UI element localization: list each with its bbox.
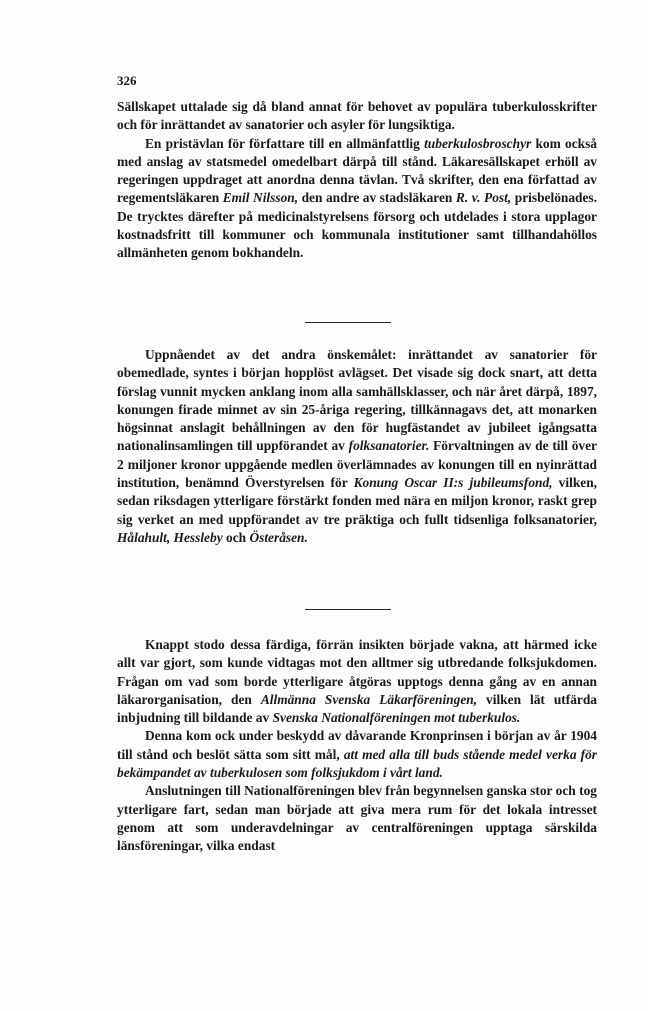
emphasis-name: R. v. Post, <box>455 190 512 206</box>
paragraph <box>117 135 597 263</box>
page-number: 326 <box>117 73 137 88</box>
paragraph <box>117 727 597 782</box>
paragraph <box>117 636 597 727</box>
text-run: den andre av stadsläkaren <box>298 190 456 206</box>
paragraph: Anslutningen till Nationalföreningen blev från begynnelsen ganska stor och tog ytterligare fart, sedan man började att giva mera rum för det lokala intresset genom att som underavdelningar av centralföreningen upptaga särskilda länsföreningar, vilka endast <box>117 783 597 854</box>
text-run: Uppnåendet av det andra önskemålet: inrättandet av sanatorier för obemedlade, syntes i början hopplöst avlägset. Det visade sig dock snart, att detta förslag vunnit mycken anklang inom alla samhällsklasser, och när året därpå, 1897, konungen firade minnet av sin 25-åriga regering, tillkännagavs det, att monarken högsinnat anslagit behållningen av den för hugfästandet av jubileet igångsatta nationalinsamlingen till uppförandet av <box>117 347 597 454</box>
emphasis: tuberkulosbroschyr <box>424 135 532 151</box>
text-run: Denna kom ock under beskydd av dåvarande Kronprinsen i början av år 1904 till stånd och beslöt sätta som sitt mål, <box>117 728 597 762</box>
text-run: och <box>222 529 250 545</box>
paragraph: Sällskapet uttalade sig då bland annat för behovet av populära tuberkulosskrifter och för inrättandet av sanatorier och asyler för lungsiktiga. <box>117 99 597 133</box>
text-run: prisbelönades. De trycktes därefter på medicinalstyrelsens försorg och utdelades i stora upplagor kostnadsfritt till kommuner och kommunala institutioner samt tillhandahöllos allmänheten genom bokhandeln. <box>117 190 597 261</box>
emphasis: Konung Oscar II:s jubileumsfond, <box>353 475 553 491</box>
emphasis-place: Österåsen. <box>249 529 308 545</box>
paragraph <box>117 346 597 547</box>
emphasis-place: Hålahult, Hessleby <box>117 529 223 545</box>
emphasis: folksanatorier. <box>348 438 430 454</box>
emphasis-name: Emil Nilsson, <box>222 190 299 206</box>
text-run: kom också med anslag av statsmedel omedelbart därpå till stånd. Läkaresällskapet erhöll av regeringen uppdraget att anordna denna tävlan. Två skrifter, den ena författad av regementsläkaren <box>117 135 597 206</box>
text-run: Knappt stodo dessa färdiga, förrän insikten började vakna, att härmed icke allt var gjort, som kunde vidtagas mot den alltmer sig utbredande folksjukdomen. Frågan om vad som borde ytterligare åtgöras upptogs denna gång av en annan läkarorganisation, den <box>117 637 597 707</box>
emphasis-organization: Svenska Nationalföreningen mot tuberkulos. <box>272 710 521 726</box>
text-run: vilken lät utfärda inbjudning till bildande av <box>117 691 597 726</box>
section-divider <box>305 322 391 323</box>
emphasis-organization: Allmänna Svenska Läkarföreningen, <box>260 691 478 707</box>
text-run: Förvaltningen av de till över 2 miljoner kronor uppgående medlen överlämnades av konungen till en nyinrättad institution, benämnd Överstyrelsen för <box>117 438 597 491</box>
text-section-2 <box>117 346 597 547</box>
section-divider <box>305 609 391 610</box>
text-run: En pristävlan för författare till en allmänfattlig <box>145 135 425 151</box>
text-section-1 <box>117 98 597 263</box>
emphasis-goal: att med alla till buds stående medel verka för bekämpandet av tuberkulosen som folksjukdom i vårt land. <box>117 746 598 781</box>
text-section-3 <box>117 636 597 856</box>
text-run: vilken, sedan riksdagen ytterligare förstärkt fonden med nära en miljon kronor, raskt grep sig verket an med uppförandet av tre präktiga och fullt tidsenliga folksanatorier, <box>117 475 598 527</box>
